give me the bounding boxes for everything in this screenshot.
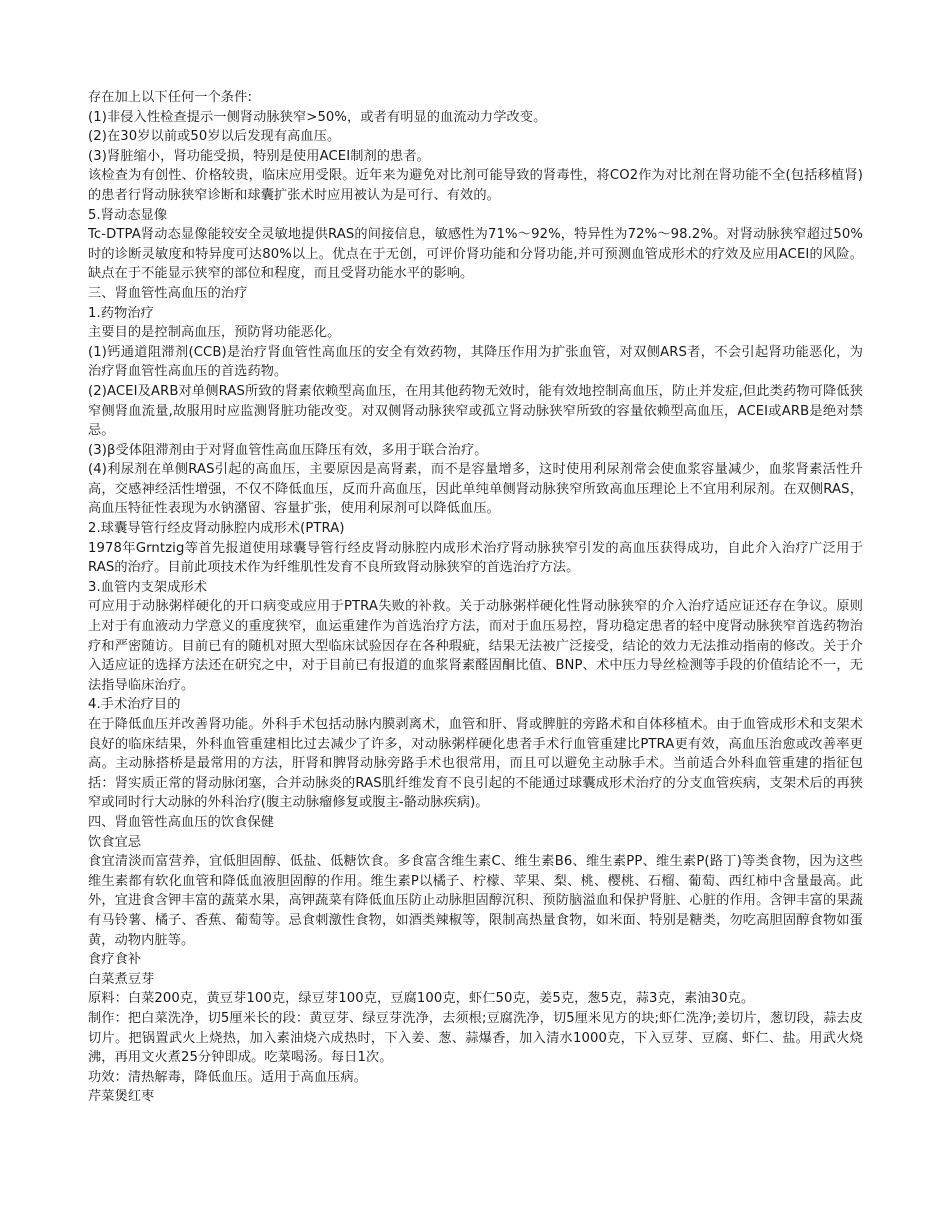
- paragraph-acei-arb: (2)ACEI及ARB对单侧RAS所致的肾素依赖型高血压，在用其他药物无效时，能有效地控制高血压，防止并发症,但此类药物可降低狭窄侧肾血流量,故服用时应监测肾脏功能改变。对双侧肾动脉狭窄或孤立肾动脉狭窄所致的容量依赖型高血压，ACEI或ARB是绝对禁忌。: [88, 383, 863, 439]
- heading-renal-dynamic-imaging: 5.肾动态显像: [88, 207, 168, 223]
- paragraph-condition-1: (1)非侵入性检查提示一侧肾动脉狭窄>50%，或者有明显的血流动力学改变。: [88, 109, 547, 125]
- paragraph-exam-limitations: 该检查为有创性、价格较贵，临床应用受限。近年来为避免对比剂可能导致的肾毒性，将CO2作为对比剂在肾功能不全(包括移植肾)的患者行肾动脉狭窄诊断和球囊扩张术时应用被认为是可行、有效的。: [88, 168, 863, 203]
- heading-drug-therapy: 1.药物治疗: [88, 305, 154, 321]
- document-page: [88, 88, 863, 1107]
- recipe-title-cabbage-sprouts: 白菜煮豆芽: [88, 971, 155, 987]
- heading-ptra: 2.球囊导管行经皮肾动脉腔内成形术(PTRA): [88, 521, 345, 537]
- paragraph-ccb: (1)钙通道阻滞剂(CCB)是治疗肾血管性高血压的安全有效药物，其降压作用为扩张血管，对双侧ARS者，不会引起肾功能恶化，为治疗肾血管性高血压的首选药物。: [88, 344, 863, 380]
- recipe-title-celery-dates: 芹菜煲红枣: [88, 1089, 155, 1105]
- paragraph-condition-2: (2)在30岁以前或50岁以后发现有高血压。: [88, 129, 341, 145]
- heading-diet-dos-donts: 饮食宜忌: [88, 834, 142, 850]
- paragraph-conditions-intro: 存在加上以下任何一个条件:: [88, 90, 252, 105]
- paragraph-ptra: 1978年Grntzig等首先报道使用球囊导管行经皮肾动脉腔内成形术治疗肾动脉狭窄引发的高血压获得成功，自此介入治疗广泛用于RAS的治疗。目前此项技术作为纤维肌性发育不良所致肾动脉狭窄的首选治疗方法。: [88, 540, 863, 576]
- section-heading-treatment: 三、肾血管性高血压的治疗: [88, 285, 248, 301]
- paragraph-condition-3: (3)肾脏缩小，肾功能受损，特别是使用ACEI制剂的患者。: [88, 148, 430, 164]
- recipe-method: 制作：把白菜洗净，切5厘米长的段：黄豆芽、绿豆芽洗净，去须根;豆腐洗净，切5厘米见方的块;虾仁洗净;姜切片，葱切段，蒜去皮切片。把锅置武火上烧热，加入素油烧六成热时，下入姜、葱、蒜爆香，加入清水1000克，下入豆芽、豆腐、虾仁、盐。用武火烧沸，再用文火煮25分钟即成。吃菜喝汤。每日1次。: [88, 1010, 863, 1066]
- paragraph-stent: 可应用于动脉粥样硬化的开口病变或应用于PTRA失败的补救。关于动脉粥样硬化性肾动脉狭窄的介入治疗适应证还存在争议。原则上对于有血液动力学意义的重度狭窄，血运重建作为首选治疗方法，而对于血压易控，肾功稳定患者的轻中度肾动脉狭窄首选药物治疗和严密随访。目前已有的随机对照大型临床试验因存在各种瑕疵，结果无法被广泛接受，结论的效力无法推动指南的修改。关于介入适应证的选择方法还在研究之中，对于目前已有报道的血浆肾素醛固酮比值、BNP、术中压力导丝检测等手段的价值结论不一，无法指导临床治疗。: [88, 599, 863, 693]
- recipe-effect: 功效：清热解毒，降低血压。适用于高血压病。: [88, 1069, 368, 1085]
- heading-surgery: 4.手术治疗目的: [88, 697, 181, 713]
- paragraph-surgery: 在于降低血压并改善肾功能。外科手术包括动脉内膜剥离术，血管和肝、肾或脾脏的旁路术和自体移植术。由于血管成形术和支架术良好的临床结果，外科血管重建相比过去减少了许多，对动脉粥样硬化患者手术行血管重建比PTRA更有效，高血压治愈或改善率更高。主动脉搭桥是最常用的方法，肝肾和脾肾动脉旁路手术也很常用，而且可以避免主动脉手术。当前适合外科血管重建的指征包括：肾实质正常的肾动脉闭塞，合并动脉炎的RAS肌纤维发育不良引起的不能通过球囊成形术治疗的分支血管疾病，支架术后的再狭窄或同时行大动脉的外科治疗(腹主动脉瘤修复或腹主-骼动脉疾病)。: [88, 717, 863, 811]
- heading-food-therapy: 食疗食补: [88, 952, 142, 968]
- paragraph-drug-goal: 主要目的是控制高血压，预防肾功能恶化。: [88, 325, 341, 341]
- section-heading-diet: 四、肾血管性高血压的饮食保健: [88, 814, 275, 830]
- heading-stent: 3.血管内支架成形术: [88, 579, 208, 595]
- paragraph-tc-dtpa: Tc-DTPA肾动态显像能较安全灵敏地提供RAS的间接信息，敏感性为71%～92%，特异性为72%～98.2%。对肾动脉狭窄超过50%时的诊断灵敏度和特异度可达80%以上。优点在于无创，可评价肾功能和分肾功能,并可预测血管成形术的疗效及应用ACEI的风险。缺点在于不能显示狭窄的部位和程度，而且受肾功能水平的影响。: [88, 227, 863, 282]
- paragraph-beta-blocker: (3)β受体阻滞剂由于对肾血管性高血压降压有效，多用于联合治疗。: [88, 442, 488, 458]
- paragraph-diet: 食宜清淡而富营养，宜低胆固醇、低盐、低糖饮食。多食富含维生素C、维生素B6、维生素PP、维生素P(路丁)等类食物，因为这些维生素都有软化血管和降低血液胆固醇的作用。维生素P以橘子、柠檬、苹果、梨、桃、樱桃、石榴、葡萄、西红柿中含量最高。此外，宜进食含钾丰富的蔬菜水果，高钾蔬菜有降低血压防止动脉胆固醇沉积、预防脑溢血和保护肾脏、心脏的作用。含钾丰富的果蔬有马铃薯、橘子、香蕉、葡萄等。忌食刺激性食物，如酒类辣椒等，限制高热量食物，如米面、特别是糖类，勿吃高胆固醇食物如蛋黄，动物内脏等。: [88, 854, 863, 948]
- paragraph-diuretics: (4)利尿剂在单侧RAS引起的高血压，主要原因是高肾素，而不是容量增多，这时使用利尿剂常会使血浆容量减少，血浆肾素活性升高，交感神经活性增强，不仅不降低血压，反而升高血压，因此单纯单侧肾动脉狭窄所致高血压理论上不宜用利尿剂。在双侧RAS，高血压特征性表现为水钠潴留、容量扩张，使用利尿剂可以降低血压。: [88, 462, 863, 517]
- recipe-ingredients: 原料：白菜200克，黄豆芽100克，绿豆芽100克，豆腐100克，虾仁50克，姜5克，葱5克，蒜3克，素油30克。: [88, 991, 755, 1007]
